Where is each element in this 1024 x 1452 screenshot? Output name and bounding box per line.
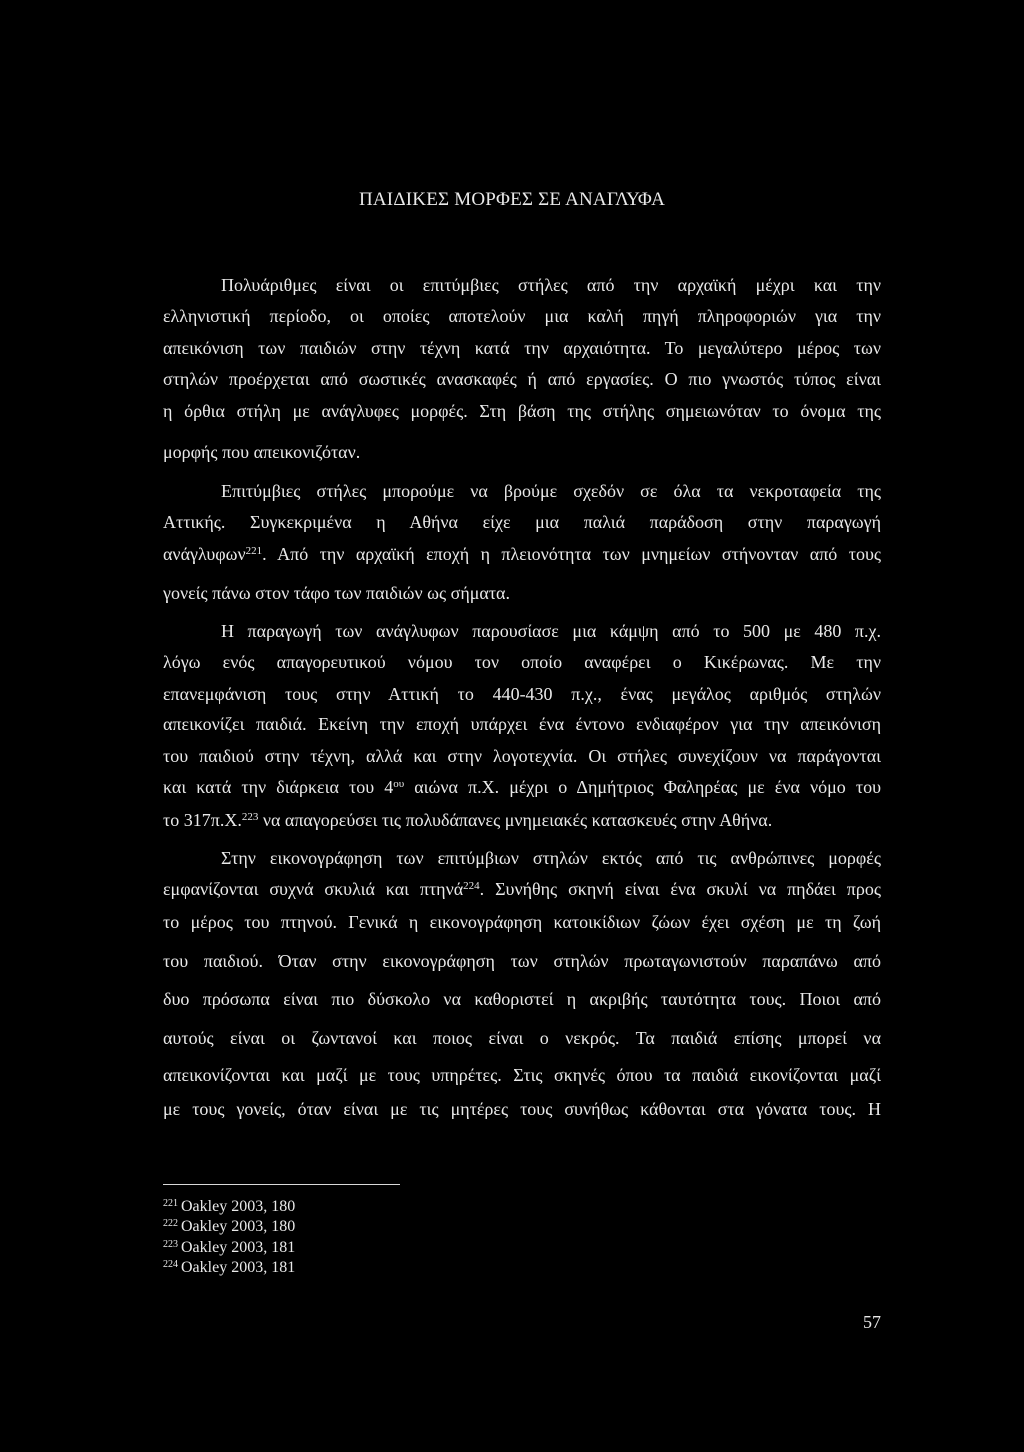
body-line: επανεμφάνιση τους στην Αττική το 440-430 π.χ., ένας μεγάλος αριθμός στηλών <box>163 684 881 704</box>
footnote-ref: 224 <box>463 879 480 892</box>
body-line: το 317π.Χ.$^{223}$ να απαγορεύσει τις πολυδάπανες μνημειακές κατασκευές στην Αθήνα. <box>163 810 773 830</box>
body-line: ελληνιστική περίοδο, οι οποίες αποτελούν μια καλή πηγή πληροφοριών για την <box>163 306 881 326</box>
footnote-separator <box>163 1184 400 1185</box>
footnote-number: 222 <box>163 1217 178 1229</box>
footnote-number: 223 <box>163 1238 178 1250</box>
footnote-item <box>163 1260 295 1276</box>
body-line: απεικονίζονται και μαζί με τους υπηρέτες. Στις σκηνές όπου τα παιδιά εικονίζονται μαζί <box>163 1065 881 1085</box>
body-line: αυτούς είναι οι ζωντανοί και ποιος είναι ο νεκρός. Τα παιδιά επίσης μπορεί να <box>163 1028 881 1048</box>
body-line: λόγω ενός απαγορευτικού νόμου τον οποίο αναφέρει ο Κικέρωνας. Με την <box>163 652 881 672</box>
body-line: του παιδιού. Όταν στην εικονογράφηση των στηλών πρωταγωνιστούν παραπάνω από <box>163 951 881 971</box>
footnote-number: 224 <box>163 1258 178 1270</box>
body-line: Αττικής. Συγκεκριμένα η Αθήνα είχε μια παλιά παράδοση στην παραγωγή <box>163 512 881 532</box>
body-line: γονείς πάνω στον τάφο των παιδιών ως σήματα. <box>163 583 510 603</box>
body-line: μορφής που απεικονιζόταν. <box>163 442 361 462</box>
page-number: 57 <box>863 1312 881 1332</box>
body-line: και κατά την διάρκεια του $4^{o\upsilon}$ αιώνα π.Χ. μέχρι ο Δημήτριος Φαληρέας με ένα νόμο του <box>163 777 881 797</box>
footnote-ref: ου <box>393 777 405 790</box>
footnote-item <box>163 1240 295 1256</box>
footnote-text: Oakley 2003, 181 <box>181 1259 296 1276</box>
body-line: εμφανίζονται συχνά σκυλιά και πτηνά$^{224}$. Συνήθης σκηνή είναι ένα σκυλί να πηδάει προς <box>163 879 881 899</box>
body-line: στηλών προέρχεται από σωστικές ανασκαφές ή από εργασίες. Ο πιο γνωστός τύπος είναι <box>163 369 881 389</box>
body-line: Στην εικονογράφηση των επιτύμβιων στηλών εκτός από τις ανθρώπινες μορφές <box>221 848 881 868</box>
footnote-text: Oakley 2003, 181 <box>181 1239 296 1256</box>
footnote-number: 221 <box>163 1197 178 1209</box>
body-line: απεικόνιση των παιδιών στην τέχνη κατά την αρχαιότητα. Το μεγαλύτερο μέρος των <box>163 338 881 358</box>
footnote-text: Oakley 2003, 180 <box>181 1198 296 1215</box>
body-line: η όρθια στήλη με ανάγλυφες μορφές. Στη βάση της στήλης σημειωνόταν το όνομα της <box>163 401 881 421</box>
body-line: απεικονίζει παιδιά. Εκείνη την εποχή υπάρχει ένα έντονο ενδιαφέρον για την απεικόνιση <box>163 714 881 734</box>
body-line: το μέρος του πτηνού. Γενικά η εικονογράφηση κατοικίδιων ζώων έχει σχέση με τη ζωή <box>163 912 881 932</box>
footnote-ref: 223 <box>241 810 259 823</box>
body-line: με τους γονείς, όταν είναι με τις μητέρες τους συνήθως κάθονται στα γόνατα τους. Η <box>163 1099 881 1119</box>
body-line: Η παραγωγή των ανάγλυφων παρουσίασε μια κάμψη από το 500 με 480 π.χ. <box>221 621 881 641</box>
body-line: του παιδιού στην τέχνη, αλλά και στην λογοτεχνία. Οι στήλες συνεχίζουν να παράγονται <box>163 746 881 766</box>
body-line: Πολυάριθμες είναι οι επιτύμβιες στήλες από την αρχαϊκή μέχρι και την <box>221 275 881 295</box>
footnote-text: Oakley 2003, 180 <box>181 1218 296 1235</box>
body-line: Επιτύμβιες στήλες μπορούμε να βρούμε σχεδόν σε όλα τα νεκροταφεία της <box>221 481 881 501</box>
body-line: δυο πρόσωπα είναι πιο δύσκολο να καθοριστεί η ακριβής ταυτότητα τους. Ποιοι από <box>163 989 881 1009</box>
footnote-item <box>163 1199 295 1215</box>
footnote-ref: 221 <box>245 544 263 557</box>
body-line: ανάγλυφων$^{221}$. Από την αρχαϊκή εποχή η πλειονότητα των μνημείων στήνονταν από τους <box>163 544 881 564</box>
page-title: ΠΑΙΔΙΚΕΣ ΜΟΡΦΕΣ ΣΕ ΑΝΑΓΛΥΦΑ <box>358 189 666 210</box>
footnote-item <box>163 1219 295 1235</box>
